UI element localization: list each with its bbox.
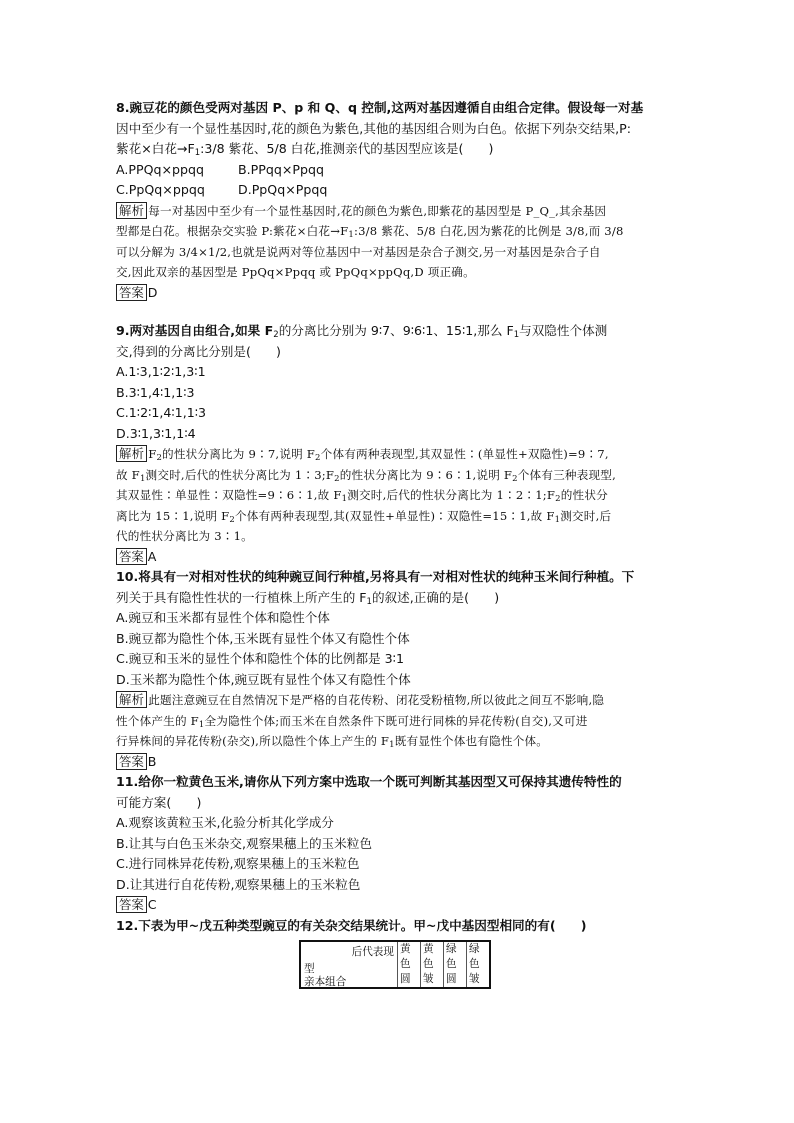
- q10-answer-value: B: [147, 753, 157, 769]
- q11-option-a[interactable]: A.观察该黄粒玉米,化验分析其化学成分: [116, 815, 334, 830]
- q11-answer: [116, 895, 682, 916]
- q8-stem-line-3: 紫花×白花$\to F_1:3/8$ 紫花、5/8 白花,推测亲代的基因型应该是( ): [116, 141, 494, 158]
- q8-option-b[interactable]: B.PPqq×Ppqq: [238, 161, 324, 177]
- q10-explanation-line-1: 解析 此题注意豌豆在自然情况下是严格的自花传粉、闭花受粉植物,所以彼此之间互不影响,隐: [116, 690, 682, 711]
- q11-stem-line-2: 可能方案( ): [116, 794, 202, 810]
- header-phenotype-suffix: 型: [304, 963, 315, 975]
- q9-stem-line-2: 交,得到的分离比分别是( ): [116, 343, 281, 359]
- q8-option-c[interactable]: C.PpQq×ppqq: [116, 182, 205, 197]
- q9-option-a[interactable]: A.1∶3,1∶2∶1,3∶1: [116, 364, 206, 379]
- answer-tag: 答案: [116, 753, 147, 770]
- header-parent-combination: 亲本组合: [304, 976, 347, 988]
- q12-cross-table: [299, 940, 491, 989]
- q8-options-row-2: [116, 180, 682, 201]
- q10-option-b[interactable]: B.豌豆都为隐性个体,玉米既有显性个体又有隐性个体: [116, 630, 410, 646]
- q8-answer-value: D: [147, 284, 158, 300]
- q8-explanation-line-1: 解析 每一对基因中至少有一个显性基因时,花的颜色为紫色,即紫花的基因型是 P_Q_,其余基因: [116, 201, 682, 222]
- q11-answer-value: C: [147, 897, 157, 912]
- question-8: [116, 98, 682, 303]
- q8-explanation-line-2: 型都是白花。根据杂交实验 P:紫花×白花$\to F_1:3/8$ 紫花、5/8 白花,因为紫花的比例是 3/8,而 3/8: [116, 224, 624, 240]
- question-9: [116, 321, 682, 567]
- q9-stem-line-1: 9.两对基因自由组合,如果 $F_2$的分离比分别为 9∶7、9∶6∶1、15∶1,那么 $F_1$与双隐性个体测: [116, 323, 608, 340]
- q9-explanation-line-3: 其双显性∶单显性∶双隐性=9∶6∶1,故 $F_1$测交时,后代的性状分离比为 $1∶2∶1;F_2$的性状分: [116, 488, 608, 504]
- col-yellow-wrinkled: 黄 色 皱: [421, 941, 444, 988]
- q8-options-row-1: [116, 160, 682, 181]
- q8-answer: [116, 283, 682, 304]
- answer-tag: 答案: [116, 548, 147, 565]
- col-green-wrinkled: 绿 色 皱: [467, 941, 491, 988]
- explanation-tag: 解析: [116, 202, 147, 219]
- table-diagonal-header: [300, 941, 398, 988]
- q8-explanation-line-4: 交,因此双亲的基因型是 PpQq×Ppqq 或 PpQq×ppQq,D 项正确。: [116, 265, 475, 279]
- q10-option-c[interactable]: C.豌豆和玉米的显性个体和隐性个体的比例都是 3∶1: [116, 651, 404, 666]
- q10-option-d[interactable]: D.玉米都为隐性个体,豌豆既有显性个体又有隐性个体: [116, 671, 411, 687]
- q8-option-d[interactable]: D.PpQq×Ppqq: [238, 182, 328, 197]
- q12-stem-line-1: 12.下表为甲~戊五种类型豌豆的有关杂交结果统计。甲~戊中基因型相同的有( ): [116, 917, 587, 933]
- table-header-row: [300, 941, 490, 988]
- q9-explanation-line-1: 解析 $F_2$的性状分离比为 9∶7,说明 $F_2$个体有两种表现型,其双显性∶(单显性+双隐性)=9∶7,: [116, 444, 682, 465]
- question-10: [116, 567, 682, 772]
- question-12: [116, 916, 682, 990]
- q9-answer: [116, 547, 682, 568]
- q9-explanation-line-2: 故 $F_1$测交时,后代的性状分离比为 $1∶3;F_2$的性状分离比为 9∶6∶1,说明 $F_2$个体有三种表现型,: [116, 467, 616, 484]
- q10-explanation-line-2: 性个体产生的 $F_1$全为隐性个体;而玉米在自然条件下既可进行同株的异花传粉(自交),又可进: [116, 713, 588, 730]
- answer-tag: 答案: [116, 284, 147, 301]
- answer-tag: 答案: [116, 896, 147, 913]
- q9-explanation-line-5: 代的性状分离比为 3∶1。: [116, 529, 253, 543]
- q10-stem-line-2: 列关于具有隐性性状的一行植株上所产生的 $F_1$的叙述,正确的是( ): [116, 589, 500, 607]
- q9-option-c[interactable]: C.1∶2∶1,4∶1,1∶3: [116, 405, 207, 420]
- q10-stem-line-1: 10.将具有一对相对性状的纯种豌豆间行种植,另将具有一对相对性状的纯种玉米间行种植。下: [116, 569, 635, 584]
- q11-option-b[interactable]: B.让其与白色玉米杂交,观察果穗上的玉米粒色: [116, 835, 372, 851]
- explanation-tag: 解析: [116, 445, 147, 462]
- q9-explanation-line-4: 离比为 15∶1,说明 $F_2$个体有两种表现型,其(双显性+单显性)∶双隐性=15∶1,故 $F_1$测交时,后: [116, 508, 612, 525]
- q9-option-d[interactable]: D.3∶1,3∶1,1∶4: [116, 425, 196, 441]
- q11-option-d[interactable]: D.让其进行自花传粉,观察果穗上的玉米粒色: [116, 876, 361, 892]
- q8-stem-line-1: 8.豌豆花的颜色受两对基因 P、p 和 Q、q 控制,这两对基因遵循自由组合定律。假设每一对基: [116, 100, 644, 115]
- q11-stem-line-1: 11.给你一粒黄色玉米,请你从下列方案中选取一个既可判断其基因型又可保持其遗传特性的: [116, 774, 622, 789]
- q8-option-a[interactable]: A.PPQq×ppqq: [116, 161, 205, 177]
- q10-answer: [116, 752, 682, 773]
- col-yellow-round: 黄 色 圆: [398, 941, 421, 988]
- q10-option-a[interactable]: A.豌豆和玉米都有显性个体和隐性个体: [116, 610, 330, 625]
- q12-table-wrapper: [299, 940, 682, 989]
- q10-explanation-line-3: 行异株间的异花传粉(杂交),所以隐性个体上产生的 $F_1$既有显性个体也有隐性个体。: [116, 734, 549, 750]
- q9-answer-value: A: [147, 548, 157, 564]
- q8-explanation-line-3: 可以分解为 3/4×1/2,也就是说两对等位基因中一对基因是杂合子测交,另一对基因是杂合子自: [116, 244, 601, 259]
- q11-option-c[interactable]: C.进行同株异花传粉,观察果穗上的玉米粒色: [116, 856, 360, 871]
- header-offspring-phenotype: 后代表现: [351, 946, 394, 958]
- document-page: [116, 98, 682, 989]
- col-green-round: 绿 色 圆: [444, 941, 467, 988]
- question-11: [116, 772, 682, 916]
- q9-option-b[interactable]: B.3∶1,4∶1,1∶3: [116, 384, 195, 400]
- q8-stem-line-2: 因中至少有一个显性基因时,花的颜色为紫色,其他的基因组合则为白色。依据下列杂交结果,P:: [116, 120, 632, 136]
- explanation-tag: 解析: [116, 691, 147, 708]
